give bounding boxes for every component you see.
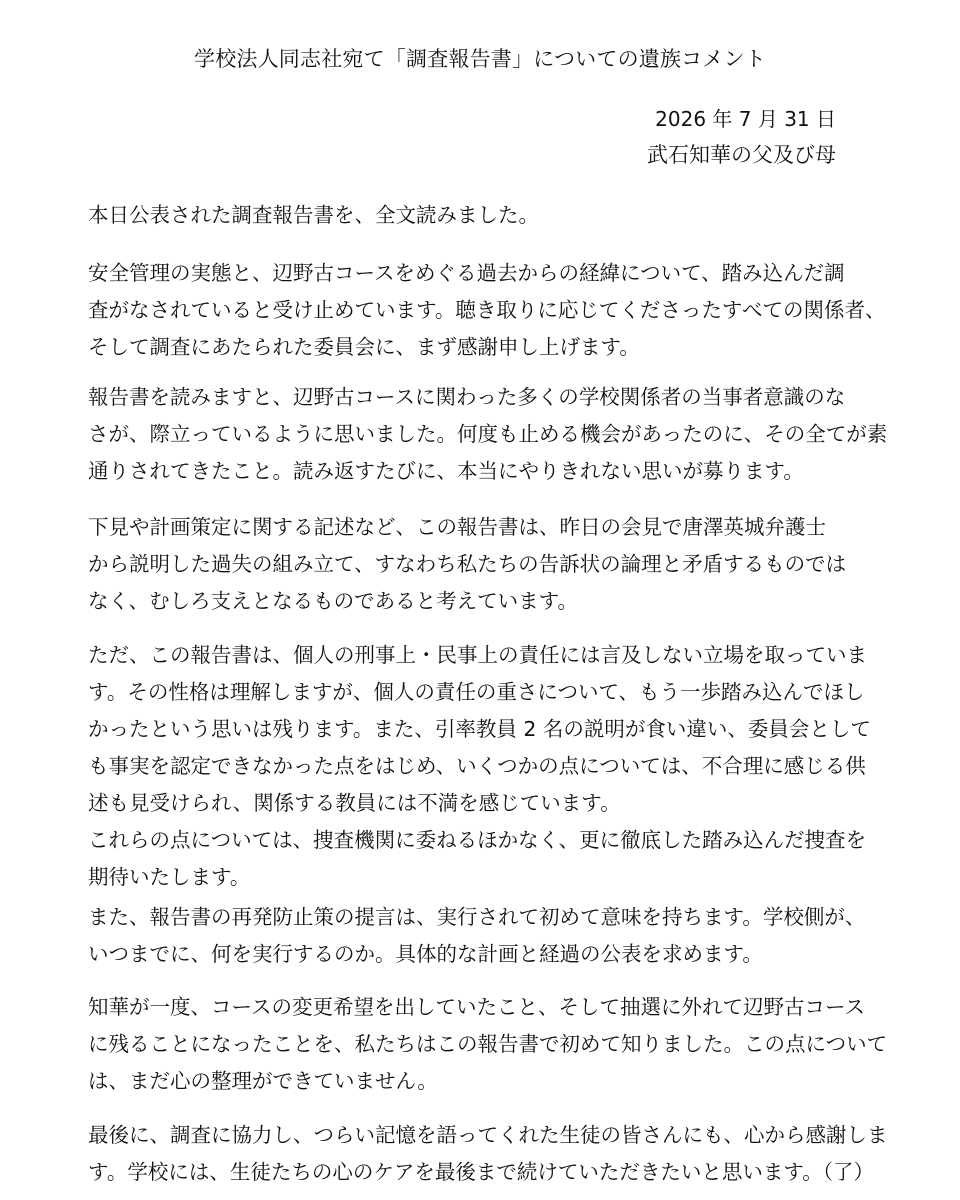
paragraph-5: [88, 637, 871, 896]
paragraph-line: かったという思いは残ります。また、引率教員 2 名の説明が食い違い、委員会として: [88, 717, 871, 741]
paragraph-line: は、まだ心の整理ができていません。: [88, 1069, 438, 1093]
paragraph-8: [88, 1117, 888, 1191]
paragraph-2: [88, 255, 886, 366]
paragraph-line: 知華が一度、コースの変更希望を出していたこと、そして抽選に外れて辺野古コース: [88, 995, 865, 1019]
document-title: 学校法人同志社宛て「調査報告書」についての遺族コメント: [194, 47, 766, 71]
paragraph-line: なく、むしろ支えとなるものであると考えています。: [88, 589, 578, 613]
document-date: 2026 年 7 月 31 日: [655, 107, 836, 131]
paragraph-line: また、報告書の再発防止策の提言は、実行されて初めて意味を持ちます。学校側が、: [88, 905, 866, 929]
paragraph-line: 通りされてきたこと。読み返すたびに、本当にやりきれない思いが募ります。: [88, 459, 804, 483]
paragraph-line: 安全管理の実態と、辺野古コースをめぐる過去からの経緯について、踏み込んだ調: [88, 261, 845, 285]
paragraph-line: いつまでに、何を実行するのか。具体的な計画と経過の公表を求めます。: [88, 942, 763, 966]
paragraph-3: [88, 379, 888, 490]
paragraph-line: 査がなされていると受け止めています。聴き取りに応じてくださったすべての関係者、: [88, 298, 886, 322]
paragraph-line: す。その性格は理解しますが、個人の責任の重さについて、もう一歩踏み込んでほし: [88, 680, 865, 704]
paragraph-line: す。学校には、生徒たちの心のケアを最後まで続けていただきたいと思います。（了）: [88, 1160, 874, 1184]
paragraph-line: これらの点については、捜査機関に委ねるほかなく、更に徹底した踏み込んだ捜査を: [88, 828, 867, 852]
paragraph-line: さが、際立っているように思いました。何度も止める機会があったのに、その全てが素: [88, 422, 888, 446]
paragraph-line: ただ、この報告書は、個人の刑事上・民事上の責任には言及しない立場を取っていま: [88, 643, 867, 667]
paragraph-6: [88, 899, 866, 973]
paragraph-line: そして調査にあたられた委員会に、まず感謝申し上げます。: [88, 335, 640, 359]
paragraph-line: 本日公表された調査報告書を、全文読みました。: [88, 203, 539, 227]
paragraph-line: も事実を認定できなかった点をはじめ、いくつかの点については、不合理に感じる供: [88, 754, 866, 778]
paragraph-line: 期待いたします。: [88, 865, 251, 889]
paragraph-7: [88, 989, 888, 1100]
paragraph-4: [88, 509, 848, 620]
paragraph-line: に残ることになったことを、私たちはこの報告書で初めて知りました。この点について: [88, 1032, 888, 1056]
paragraph-line: から説明した過失の組み立て、すなわち私たちの告訴状の論理と矛盾するものでは: [88, 552, 847, 576]
paragraph-line: 最後に、調査に協力し、つらい記憶を語ってくれた生徒の皆さんにも、心から感謝しま: [88, 1123, 888, 1147]
document-signer: 武石知華の父及び母: [647, 143, 836, 167]
paragraph-line: 下見や計画策定に関する記述など、この報告書は、昨日の会見で唐澤英城弁護士: [88, 515, 826, 539]
paragraph-1: [88, 197, 848, 234]
paragraph-line: 述も見受けられ、関係する教員には不満を感じています。: [88, 791, 621, 815]
paragraph-line: 報告書を読みますと、辺野古コースに関わった多くの学校関係者の当事者意識のな: [88, 385, 846, 409]
